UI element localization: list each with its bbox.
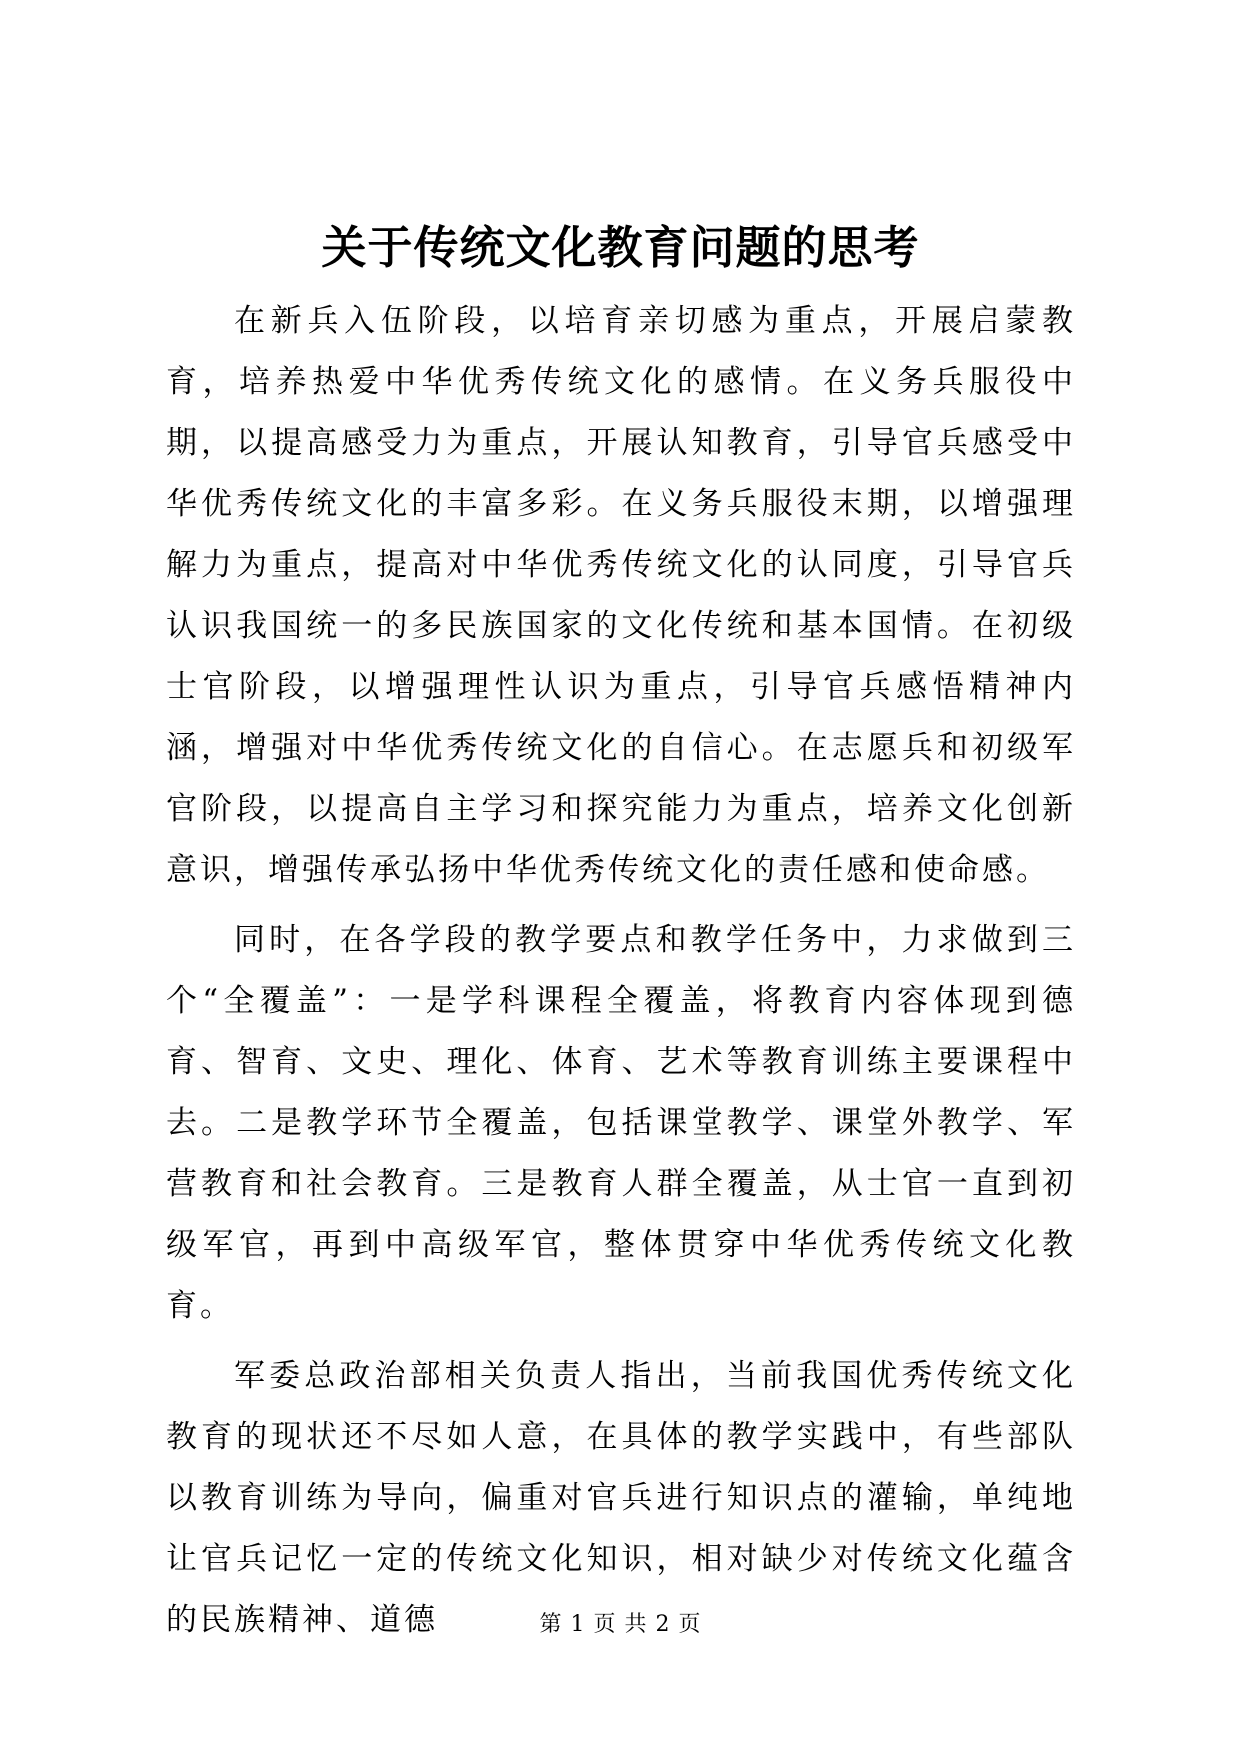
paragraph-2: 同时，在各学段的教学要点和教学任务中，力求做到三个“全覆盖”：一是学科课程全覆盖，将教育内容体现到德育、智育、文史、理化、体育、艺术等教育训练主要课程中去。二是教学环节全覆盖，包括课堂教学、课堂外教学、军营教育和社会教育。三是教育人群全覆盖，从士官一直到初级军官，再到中高级军官，整体贯穿中华优秀传统文化教育。: [166, 922, 1076, 1324]
page-number-footer: 第 1 页 共 2 页: [539, 1612, 702, 1637]
document-body: [166, 291, 1076, 1651]
document-title: 关于传统文化教育问题的思考: [321, 221, 920, 274]
paragraph-1: 在新兵入伍阶段，以培育亲切感为重点，开展启蒙教育，培养热爱中华优秀传统文化的感情。在义务兵服役中期，以提高感受力为重点，开展认知教育，引导官兵感受中华优秀传统文化的丰富多彩。在义务兵服役末期，以增强理解力为重点，提高对中华优秀传统文化的认同度，引导官兵认识我国统一的多民族国家的文化传统和基本国情。在初级士官阶段，以增强理性认识为重点，引导官兵感悟精神内涵，增强对中华优秀传统文化的自信心。在志愿兵和初级军官阶段，以提高自主学习和探究能力为重点，培养文化创新意识，增强传承弘扬中华优秀传统文化的责任感和使命感。: [166, 303, 1076, 888]
paragraph-3: 军委总政治部相关负责人指出，当前我国优秀传统文化教育的现状还不尽如人意，在具体的教学实践中，有些部队以教育训练为导向，偏重对官兵进行知识点的灌输，单纯地让官兵记忆一定的传统文化知识，相对缺少对传统文化蕴含的民族精神、道德: [166, 1358, 1076, 1638]
